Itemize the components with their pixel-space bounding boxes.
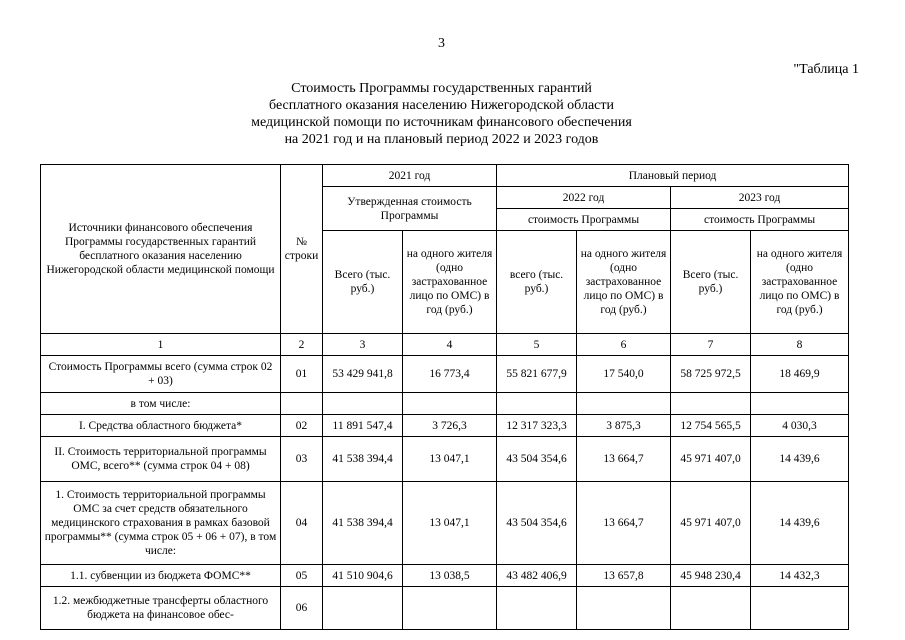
column-number-row [41, 334, 849, 356]
row-2021-total: 41 538 394,4 [323, 482, 403, 565]
row-2021-per-person: 13 047,1 [403, 437, 497, 482]
header-year-2021: 2021 год [323, 165, 497, 187]
header-planned-period: Плановый период [497, 165, 849, 187]
row-2023-total: 45 971 407,0 [671, 482, 751, 565]
column-number: 7 [671, 334, 751, 356]
row-2023-total: 12 754 565,5 [671, 415, 751, 437]
table-row [41, 437, 849, 482]
header-per-person-2023: на одного жителя (одно застрахованное лицо по ОМС) в год (руб.) [751, 231, 849, 334]
row-source: Стоимость Программы всего (сумма строк 02 + 03) [41, 356, 281, 393]
table-row [41, 482, 849, 565]
row-2023-total [671, 393, 751, 415]
title-line: медицинской помощи по источникам финансового обеспечения [251, 115, 632, 130]
row-2021-total [323, 393, 403, 415]
row-number: 01 [281, 356, 323, 393]
row-2021-total: 11 891 547,4 [323, 415, 403, 437]
row-source: II. Стоимость территориальной программы ОМС, всего** (сумма строк 04 + 08) [41, 437, 281, 482]
row-2022-total: 43 504 354,6 [497, 482, 577, 565]
row-number: 05 [281, 565, 323, 587]
row-2022-total [497, 587, 577, 630]
row-2022-total: 43 504 354,6 [497, 437, 577, 482]
header-per-person-2021: на одного жителя (одно застрахованное лицо по ОМС) в год (руб.) [403, 231, 497, 334]
row-2021-per-person [403, 393, 497, 415]
row-number: 06 [281, 587, 323, 630]
table-reference: "Таблица 1 [793, 62, 859, 77]
row-2022-total [497, 393, 577, 415]
row-2023-per-person [751, 393, 849, 415]
table-row [41, 393, 849, 415]
header-total-2023: Всего (тыс. руб.) [671, 231, 751, 334]
row-2021-total: 53 429 941,8 [323, 356, 403, 393]
row-2022-total: 43 482 406,9 [497, 565, 577, 587]
row-number: 04 [281, 482, 323, 565]
row-2022-total: 12 317 323,3 [497, 415, 577, 437]
row-2022-per-person: 17 540,0 [577, 356, 671, 393]
row-2023-per-person: 14 432,3 [751, 565, 849, 587]
header-total-2022: всего (тыс. руб.) [497, 231, 577, 334]
row-2021-total [323, 587, 403, 630]
row-source: I. Средства областного бюджета* [41, 415, 281, 437]
cost-table [40, 164, 849, 630]
row-2021-total: 41 510 904,6 [323, 565, 403, 587]
column-number: 4 [403, 334, 497, 356]
row-2021-per-person: 16 773,4 [403, 356, 497, 393]
row-source: 1.1. субвенции из бюджета ФОМС** [41, 565, 281, 587]
header-year-2023: 2023 год [671, 187, 849, 209]
column-number: 6 [577, 334, 671, 356]
title-line: бесплатного оказания населению Нижегородской области [269, 98, 614, 113]
header-year-2022: 2022 год [497, 187, 671, 209]
column-number: 1 [41, 334, 281, 356]
row-2023-total: 58 725 972,5 [671, 356, 751, 393]
header-per-person-2022: на одного жителя (одно застрахованное лицо по ОМС) в год (руб.) [577, 231, 671, 334]
row-2022-per-person: 13 664,7 [577, 437, 671, 482]
table-row [41, 356, 849, 393]
row-2023-total: 45 948 230,4 [671, 565, 751, 587]
row-2023-per-person: 14 439,6 [751, 482, 849, 565]
header-cost-2023: стоимость Программы [671, 209, 849, 231]
row-2021-total: 41 538 394,4 [323, 437, 403, 482]
row-2022-per-person [577, 393, 671, 415]
row-source: 1. Стоимость территориальной программы ОМС за счет средств обязательного медицинского страхования в рамках базовой программы** (сумма строк 05 + 06 + 07), в том числе: [41, 482, 281, 565]
row-2023-per-person: 18 469,9 [751, 356, 849, 393]
row-source: в том числе: [41, 393, 281, 415]
row-2021-per-person [403, 587, 497, 630]
row-2023-total: 45 971 407,0 [671, 437, 751, 482]
row-number: 03 [281, 437, 323, 482]
document-title [0, 80, 883, 148]
header-source: Источники финансового обеспечения Программы государственных гарантий бесплатного оказания населению Нижегородской области медицинской помощи [41, 165, 281, 334]
title-line: на 2021 год и на плановый период 2022 и 2023 годов [284, 132, 599, 147]
title-line: Стоимость Программы государственных гарантий [291, 81, 592, 96]
header-total-2021: Всего (тыс. руб.) [323, 231, 403, 334]
table-row [41, 587, 849, 630]
table-row [41, 565, 849, 587]
table-row [41, 415, 849, 437]
row-2021-per-person: 13 047,1 [403, 482, 497, 565]
column-number: 2 [281, 334, 323, 356]
row-source: 1.2. межбюджетные трансферты областного бюджета на финансовое обес- [41, 587, 281, 630]
row-2022-per-person: 13 657,8 [577, 565, 671, 587]
row-2023-per-person [751, 587, 849, 630]
row-number: 02 [281, 415, 323, 437]
column-number: 3 [323, 334, 403, 356]
row-number [281, 393, 323, 415]
row-2022-per-person: 3 875,3 [577, 415, 671, 437]
header-cost-2022: стоимость Программы [497, 209, 671, 231]
header-approved-cost: Утвержденная стоимость Программы [323, 187, 497, 231]
row-2021-per-person: 13 038,5 [403, 565, 497, 587]
row-2023-per-person: 4 030,3 [751, 415, 849, 437]
row-2022-per-person [577, 587, 671, 630]
column-number: 5 [497, 334, 577, 356]
row-2023-per-person: 14 439,6 [751, 437, 849, 482]
row-2023-total [671, 587, 751, 630]
row-2022-total: 55 821 677,9 [497, 356, 577, 393]
row-2022-per-person: 13 664,7 [577, 482, 671, 565]
column-number: 8 [751, 334, 849, 356]
header-row-number: № строки [281, 165, 323, 334]
row-2021-per-person: 3 726,3 [403, 415, 497, 437]
page-number: 3 [438, 36, 445, 51]
